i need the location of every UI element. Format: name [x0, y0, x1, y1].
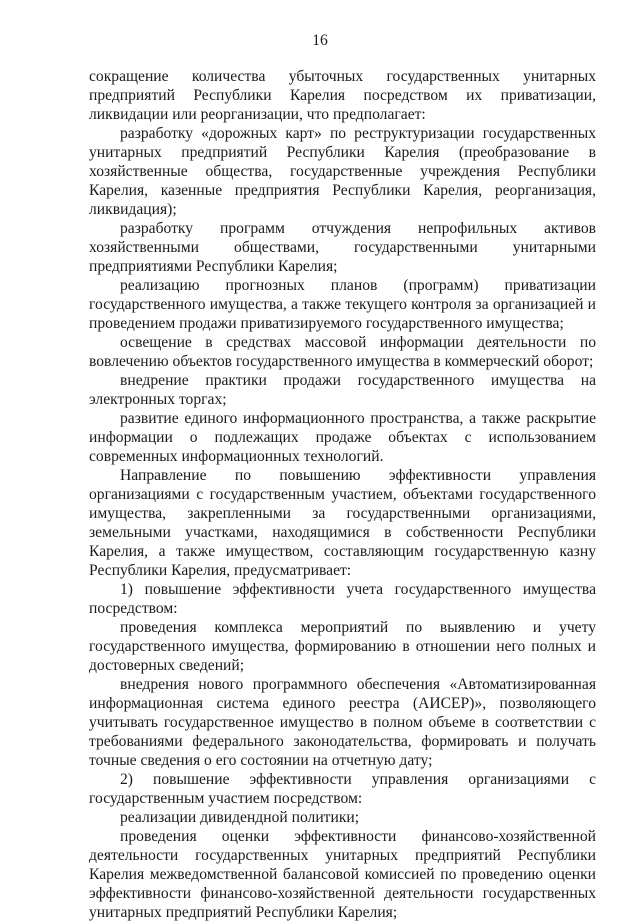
paragraph-electronic-auctions: внедрение практики продажи государственного имущества на электронных торгах; [89, 372, 596, 408]
paragraph-dividend-policy: реализации дивидендной политики; [120, 809, 360, 826]
paragraph-privatization-plans: реализацию прогнозных планов (программ) приватизации государственного имущества, а также текущего контроля за организацией и проведением продажи приватизируемого государственного имущества; [89, 277, 596, 332]
paragraph-aiser-software: внедрения нового программного обеспечения «Автоматизированная информационная система единого реестра (АИСЕР)», позволяющего учитывать государственное имущество в полном объеме в соответствии с требованиями федерального законодательства, формировать и получать точные сведения о его состоянии на отчетную дату; [89, 676, 596, 769]
paragraph-item-2-management-efficiency: 2) повышение эффективности управления организациями с государственным участием посредством: [89, 771, 596, 807]
paragraph-management-efficiency-direction: Направление по повышению эффективности управления организациями с государственным участием, объектами государственного имущества, закрепленными за государственными организациями, земельными участками, находящимися в собственности Республики Карелия, а также имуществом, составляющим государственную казну Республики Карелия, предусматривает: [89, 467, 596, 579]
document-body [89, 67, 596, 922]
paragraph-non-core-assets-programs: разработку программ отчуждения непрофильных активов хозяйственными обществами, государственными унитарными предприятиями Республики Карелия; [89, 220, 596, 275]
paragraph-roadmaps: разработку «дорожных карт» по реструктуризации государственных унитарных предприятий Республики Карелия (преобразование в хозяйственные общества, государственные учреждения Республики Карелия, казенные предприятия Республики Карелия, реорганизация, ликвидация); [89, 125, 596, 218]
paragraph-item-1-accounting-efficiency: 1) повышение эффективности учета государственного имущества посредством: [89, 581, 596, 617]
page-number: 16 [312, 32, 328, 49]
paragraph-media-coverage: освещение в средствах массовой информации деятельности по вовлечению объектов государственного имущества в коммерческий оборот; [89, 334, 596, 370]
paragraph-performance-evaluation: проведения оценки эффективности финансово-хозяйственной деятельности государственных унитарных предприятий Республики Карелия межведомственной балансовой комиссией по проведению оценки эффективности финансово-хозяйственной деятельности государственных унитарных предприятий Республики Карелия; [89, 828, 596, 921]
paragraph-identification-measures: проведения комплекса мероприятий по выявлению и учету государственного имущества, формированию в отношении него полных и достоверных сведений; [89, 619, 596, 674]
paragraph-information-space: развитие единого информационного пространства, а также раскрытие информации о подлежащих продаже объектах с использованием современных информационных технологий. [89, 410, 596, 465]
paragraph-reduction-of-unprofitable-enterprises: сокращение количества убыточных государственных унитарных предприятий Республики Карелия посредством их приватизации, ликвидации или реорганизации, что предполагает: [89, 68, 596, 123]
